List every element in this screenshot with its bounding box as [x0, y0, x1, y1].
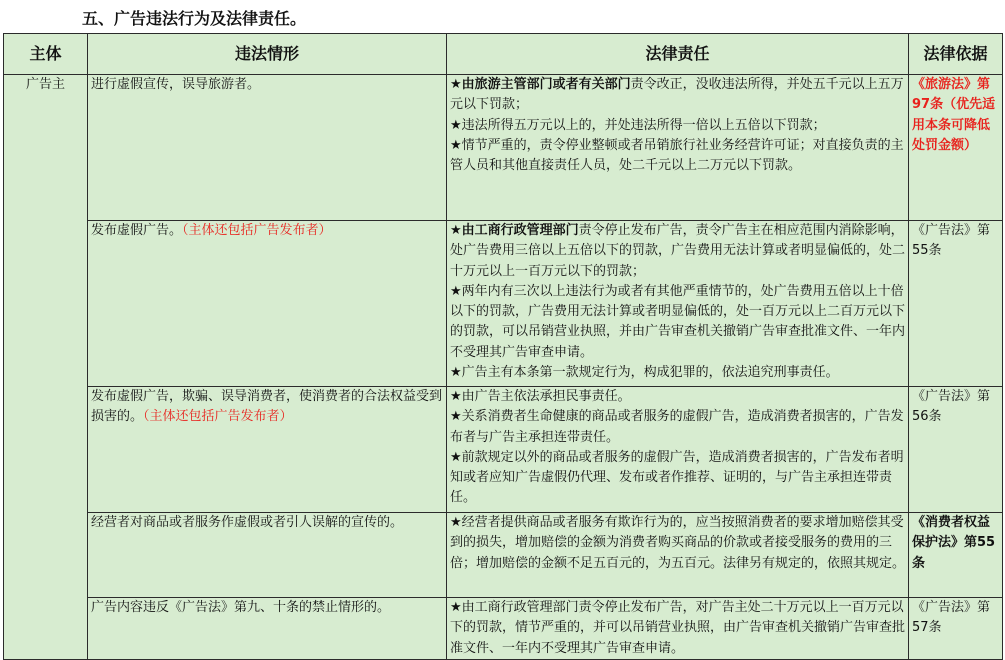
- situation-cell: [88, 598, 447, 660]
- situation-cell: [88, 513, 447, 598]
- situation-cell: [88, 221, 447, 387]
- table-row: [4, 75, 1003, 221]
- situation-cell: [88, 75, 447, 221]
- subject-cell: 广告主: [4, 75, 88, 660]
- liability-item: ★前款规定以外的商品或者服务的虚假广告，造成消费者损害的，广告发布者明知或者应知广告虚假仍代理、发布或者作推荐、证明的，与广告主承担连带责任。: [450, 449, 904, 506]
- situation-text: 进行虚假宣传，误导旅游者。: [91, 77, 261, 92]
- basis-cell: [909, 75, 1003, 221]
- liability-cell: [447, 598, 909, 660]
- basis-text: 《广告法》第56条: [912, 389, 991, 425]
- situation-note: （主体还包括广告发布者）: [143, 409, 293, 425]
- header-liability: 法律责任: [447, 34, 909, 75]
- liability-cell: [447, 75, 909, 221]
- table-row: [4, 387, 1003, 513]
- situation-text: 发布虚假广告，欺骗、误导消费者，使消费者的合法权益受到损害的。: [91, 389, 443, 425]
- liability-item: ★经营者提供商品或者服务有欺诈行为的，应当按照消费者的要求增加赔偿其受到的损失，增加赔偿的金额为消费者购买商品的价款或者接受服务的费用的三倍；增加赔偿的金额不足五百元的，为五百元。法律另有规定的，依照其规定。: [450, 515, 906, 571]
- basis-cell: [909, 598, 1003, 660]
- liability-item: ★由旅游主管部门或者有关部门责令改正，没收违法所得，并处五千元以上五万元以下罚款；: [450, 77, 904, 113]
- section-heading: 五、广告违法行为及法律责任。: [82, 9, 307, 28]
- liability-cell: [447, 387, 909, 513]
- basis-cell: [909, 387, 1003, 513]
- liability-item: ★关系消费者生命健康的商品或者服务的虚假广告，造成消费者损害的，广告发布者与广告主承担连带责任。: [450, 409, 904, 445]
- table-row: [4, 221, 1003, 387]
- liability-cell: [447, 221, 909, 387]
- liability-item: ★由广告主依法承担民事责任。: [450, 389, 631, 404]
- header-row: [4, 34, 1003, 75]
- table-row: [4, 513, 1003, 598]
- basis-cell: [909, 221, 1003, 387]
- basis-text: 《消费者权益保护法》第55条: [912, 515, 996, 571]
- basis-text: 《广告法》第55条: [912, 223, 991, 259]
- situation-cell: [88, 387, 447, 513]
- header-basis: 法律依据: [909, 34, 1003, 75]
- liability-item: ★情节严重的，责令停业整顿或者吊销旅行社业务经营许可证；对直接负责的主管人员和其他直接责任人员，处二千元以上二万元以下罚款。: [450, 137, 904, 174]
- situation-note: （主体还包括广告发布者）: [182, 223, 332, 238]
- liability-cell: [447, 513, 909, 598]
- liability-item: ★由工商行政管理部门责令停止发布广告，对广告主处二十万元以上一百万元以下的罚款，情节严重的，并可以吊销营业执照，由广告审查机关撤销广告审查批准文件、一年内不受理其广告审查申请。: [450, 600, 906, 656]
- basis-cell: [909, 513, 1003, 598]
- header-subject: 主体: [4, 34, 88, 75]
- basis-text: 《旅游法》第97条（优先适用本条可降低处罚金额）: [912, 77, 996, 153]
- liability-item: ★广告主有本条第一款规定行为，构成犯罪的，依法追究刑事责任。: [450, 365, 839, 381]
- liability-item: ★由工商行政管理部门责令停止发布广告，责令广告主在相应范围内消除影响，处广告费用三倍以上五倍以下的罚款，广告费用无法计算或者明显偏低的，处二十万元以上一百万元以下的罚款；: [450, 223, 906, 279]
- liability-table: [3, 33, 1003, 660]
- situation-text: 经营者对商品或者服务作虚假或者引人误解的宣传的。: [91, 515, 404, 530]
- table-row: [4, 598, 1003, 660]
- liability-item: ★违法所得五万元以上的，并处违法所得一倍以上五倍以下罚款；: [450, 117, 826, 133]
- liability-item: ★两年内有三次以上违法行为或者有其他严重情节的，处广告费用五倍以上十倍以下的罚款，广告费用无法计算或者明显偏低的，处一百万元以上二百万元以下的罚款，可以吊销营业执照，并由广告审查机关撤销广告审查批准文件、一年内不受理其广告审查申请。: [450, 283, 906, 360]
- header-situation: 违法情形: [88, 34, 447, 75]
- situation-text: 广告内容违反《广告法》第九、十条的禁止情形的。: [91, 600, 391, 615]
- situation-text: 发布虚假广告。: [91, 223, 183, 238]
- basis-text: 《广告法》第57条: [912, 600, 991, 636]
